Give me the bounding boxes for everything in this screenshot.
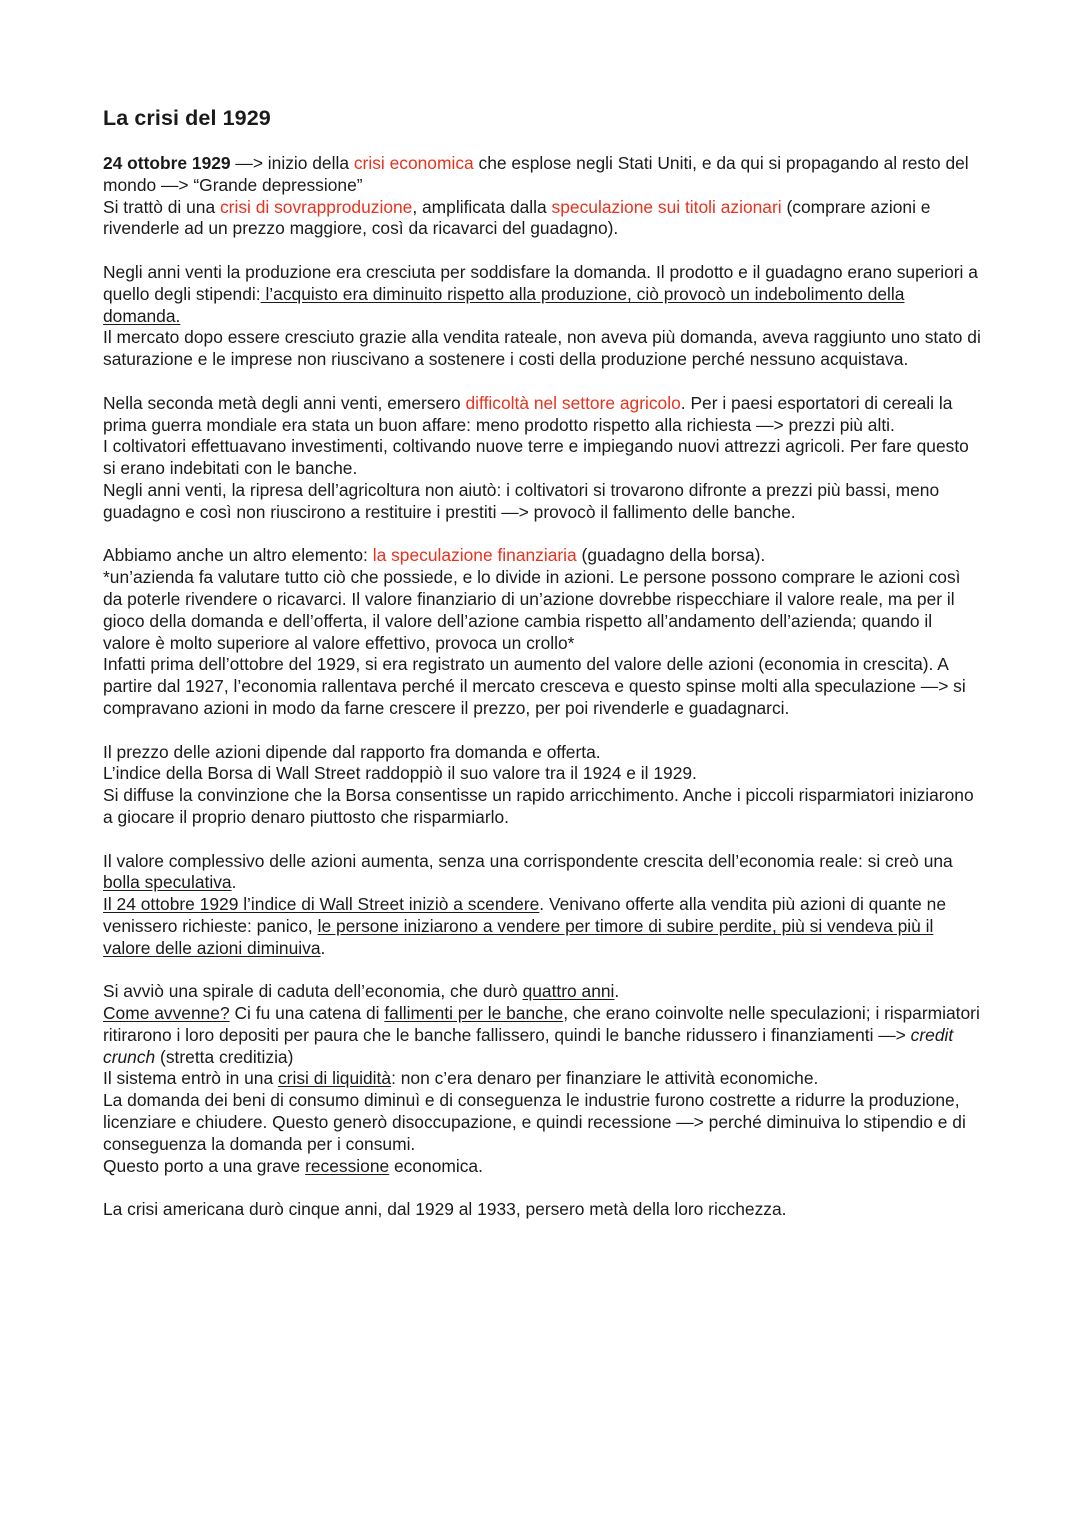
text-run: Si diffuse la convinzione che la Borsa consentisse un rapido arricchimento. Anche i piccoli risparmiatori iniziarono a giocare il proprio denaro piuttosto che risparmiarlo. bbox=[103, 785, 974, 827]
text-run: (comprare azioni e rivenderle ad un prezzo maggiore, così da ricavarci del guadagno). bbox=[103, 196, 931, 239]
paragraph-block bbox=[103, 393, 983, 524]
text-run: La domanda dei beni di consumo diminuì e di conseguenza le industrie furono costrette a ridurre la produzione, licenziare e chiudere. Questo generò disoccupazione, e quindi recessione —> perché diminuiva lo stipendio e di conseguenza la domanda per i consumi. bbox=[103, 1090, 966, 1154]
paragraph bbox=[103, 742, 983, 764]
italic-text: credit crunch bbox=[103, 1024, 954, 1067]
text-run: che esplose negli Stati Uniti, e da qui si propagando al resto del mondo —> “Grande depressione” bbox=[103, 153, 969, 195]
document-page bbox=[103, 102, 983, 1221]
paragraph bbox=[103, 894, 983, 959]
paragraph-block bbox=[103, 742, 983, 829]
paragraph-block bbox=[103, 851, 983, 960]
paragraph-block bbox=[103, 153, 983, 240]
underlined-text: quattro anni bbox=[522, 981, 615, 1002]
text-run: . Venivano offerte alla vendita più azioni di quante ne venissero richieste: panico, bbox=[103, 894, 947, 936]
paragraph bbox=[103, 1068, 983, 1090]
paragraph bbox=[103, 393, 983, 437]
bold-text: 24 ottobre 1929 bbox=[103, 153, 231, 173]
text-run: . Per i paesi esportatori di cereali la prima guerra mondiale era stata un buon affare: meno prodotto rispetto alla richiesta —> prezzi più alti. bbox=[103, 392, 953, 435]
paragraph bbox=[103, 153, 983, 197]
paragraph bbox=[103, 436, 983, 480]
underlined-text: Come avvenne? bbox=[103, 1003, 230, 1024]
underlined-text: le persone iniziarono a vendere per timore di subire perdite, più si vendeva più il valore delle azioni diminuiva bbox=[103, 915, 934, 958]
text-run: (guadagno della borsa). bbox=[576, 545, 766, 566]
paragraph bbox=[103, 1156, 983, 1178]
text-run: Si trattò di una bbox=[103, 196, 220, 217]
underlined-text: Il 24 ottobre 1929 l’indice di Wall Street iniziò a scendere bbox=[103, 894, 540, 915]
text-run: Negli anni venti, la ripresa dell’agricoltura non aiutò: i coltivatori si trovarono difronte a prezzi più bassi, meno guadagno e così non riuscirono a restituire i prestiti —> provocò il fallimento delle banche. bbox=[103, 479, 940, 522]
paragraph bbox=[103, 327, 983, 371]
text-run: (stretta creditizia) bbox=[155, 1046, 294, 1067]
paragraph bbox=[103, 981, 983, 1003]
paragraph-block bbox=[103, 262, 983, 371]
paragraph-block bbox=[103, 981, 983, 1177]
text-run: La crisi americana durò cinque anni, dal 1929 al 1933, persero metà della loro ricchezza. bbox=[103, 1199, 787, 1220]
highlighted-text: crisi economica bbox=[353, 153, 474, 173]
highlighted-text: crisi di sovrapproduzione bbox=[219, 196, 413, 217]
paragraph-block bbox=[103, 545, 983, 719]
text-run: —> inizio della bbox=[230, 153, 354, 173]
highlighted-text: la speculazione finanziaria bbox=[372, 545, 577, 566]
paragraph bbox=[103, 763, 983, 785]
highlighted-text: speculazione sui titoli azionari bbox=[551, 196, 782, 217]
underlined-text: l’acquisto era diminuito rispetto alla produzione, ciò provocò un indebolimento della domanda. bbox=[103, 283, 905, 326]
paragraph bbox=[103, 1090, 983, 1155]
paragraph bbox=[103, 197, 983, 241]
text-run: Si avviò una spirale di caduta dell’economia, che durò bbox=[103, 981, 523, 1002]
paragraph bbox=[103, 480, 983, 524]
underlined-text: recessione bbox=[305, 1155, 390, 1176]
underlined-text: crisi di liquidità bbox=[277, 1068, 392, 1089]
text-run: . bbox=[614, 981, 620, 1002]
text-run: economica. bbox=[389, 1155, 483, 1176]
document-body bbox=[103, 153, 983, 1221]
paragraph bbox=[103, 785, 983, 829]
text-run: Questo porto a una grave bbox=[103, 1155, 306, 1176]
document-title: La crisi del 1929 bbox=[103, 106, 271, 130]
text-run: Il valore complessivo delle azioni aumenta, senza una corrispondente crescita dell’economia reale: si creò una bbox=[103, 850, 953, 871]
text-run: : non c’era denaro per finanziare le attività economiche. bbox=[391, 1068, 819, 1089]
text-run: . bbox=[320, 937, 326, 958]
text-run: , che erano coinvolte nelle speculazioni; i risparmiatori ritirarono i loro depositi per paura che le banche fallissero, quindi le banche ridussero i finanziamenti —> bbox=[103, 1003, 980, 1045]
text-run: *un’azienda fa valutare tutto ciò che possiede, e lo divide in azioni. Le persone possono comprare le azioni così da poterle rivendere o ricavarci. Il valore finanziario di un’azione dovrebbe rispecchiare il valore reale, ma per il gioco della domanda e dell’offerta, il valore dell’azione cambia rispetto all’andamento dell’azienda; quando il valore è molto superiore al valore effettivo, provoca un crollo* bbox=[103, 567, 961, 653]
underlined-text: bolla speculativa bbox=[103, 872, 232, 893]
text-run: Il prezzo delle azioni dipende dal rapporto fra domanda e offerta. bbox=[103, 741, 601, 762]
text-run: Abbiamo anche un altro elemento: bbox=[103, 545, 373, 566]
text-run: Il sistema entrò in una bbox=[103, 1068, 278, 1089]
text-run: L’indice della Borsa di Wall Street raddoppiò il suo valore tra il 1924 e il 1929. bbox=[103, 763, 697, 784]
text-run: Negli anni venti la produzione era cresciuta per soddisfare la domanda. Il prodotto e il guadagno erano superiori a quello degli stipendi: bbox=[103, 261, 978, 304]
paragraph-block bbox=[103, 1199, 983, 1221]
paragraph bbox=[103, 567, 983, 654]
paragraph bbox=[103, 262, 983, 327]
paragraph bbox=[103, 654, 983, 719]
highlighted-text: difficoltà nel settore agricolo bbox=[465, 392, 681, 413]
underlined-text: fallimenti per le banche bbox=[384, 1003, 564, 1024]
paragraph bbox=[103, 851, 983, 895]
paragraph bbox=[103, 545, 983, 567]
text-run: Infatti prima dell’ottobre del 1929, si era registrato un aumento del valore delle azioni (economia in crescita). A partire dal 1927, l’economia rallentava perché il mercato cresceva e questo spinse molti alla speculazione —> si compravano azioni in modo da farne crescere il prezzo, per poi rivenderle e guadagnarci. bbox=[103, 654, 966, 718]
paragraph bbox=[103, 1199, 983, 1221]
text-run: Il mercato dopo essere cresciuto grazie alla vendita rateale, non aveva più domanda, aveva raggiunto uno stato di saturazione e le imprese non riuscivano a sostenere i costi della produzione perché nessuno acquistava. bbox=[103, 327, 981, 370]
text-run: . bbox=[231, 872, 237, 893]
paragraph bbox=[103, 1003, 983, 1068]
text-run: Nella seconda metà degli anni venti, emersero bbox=[103, 392, 466, 413]
text-run: Ci fu una catena di bbox=[229, 1003, 385, 1024]
text-run: , amplificata dalla bbox=[412, 196, 552, 217]
text-run: I coltivatori effettuavano investimenti, coltivando nuove terre e impiegando nuovi attrezzi agricoli. Per fare questo si erano indebitati con le banche. bbox=[103, 436, 969, 479]
